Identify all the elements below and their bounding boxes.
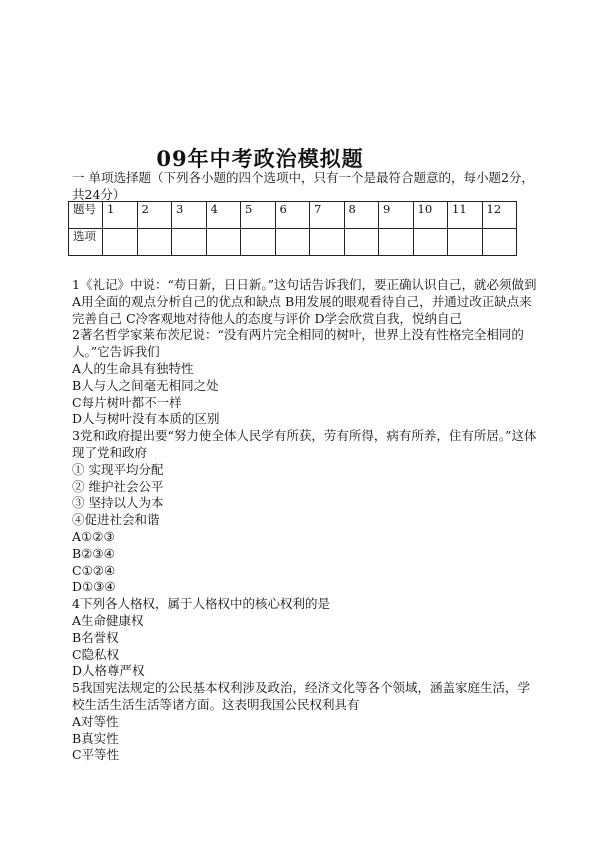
question-option: A人的生命具有独特性 [72, 360, 194, 376]
question-option: A用全面的观点分析自己的优点和缺点 B用发展的眼观看待自己，并通过改正缺点来完善自己 C冷客观地对待他人的态度与评价 D学会欣赏自我，悦纳自己 [72, 293, 532, 326]
answer-table-number-cell: 6 [275, 202, 310, 229]
answer-cell[interactable] [448, 229, 483, 256]
answer-cell[interactable] [206, 229, 241, 256]
question-option: ② 维护社会公平 [72, 478, 164, 494]
question-option: D人格尊严权 [72, 663, 145, 679]
answer-cell[interactable] [103, 229, 138, 256]
question-option: ④促进社会和谐 [72, 512, 160, 528]
question-option: B真实性 [72, 730, 119, 746]
question-stem: 2著名哲学家莱布茨尼说：“没有两片完全相同的树叶，世界上没有性格完全相同的人。”它告诉我们 [72, 327, 524, 360]
question-option: A对等性 [72, 713, 119, 729]
answer-table-option-row [69, 229, 517, 256]
answer-cell[interactable] [241, 229, 276, 256]
answer-table-row-label: 题号 [69, 202, 103, 229]
answer-cell[interactable] [379, 229, 414, 256]
question-stem: 5我国宪法规定的公民基本权利涉及政治，经济文化等各个领域，涵盖家庭生活，学校生活生活生活等诸方面。这表明我国公民权利具有 [72, 680, 530, 712]
answer-table-number-cell: 11 [448, 202, 483, 229]
answer-table-number-cell: 9 [379, 202, 414, 229]
answer-table-number-cell: 8 [344, 202, 379, 229]
question-stem: 4下列各人格权，属于人格权中的核心权利的是 [72, 596, 330, 612]
question-option: B名誉权 [72, 629, 119, 645]
section-heading: 一 单项选择题（下列各小题的四个选项中，只有一个是最符合题意的，每小题2分，共24分） [72, 170, 534, 202]
question-option: C每片树叶都不一样 [72, 394, 182, 410]
question-stem: 3党和政府提出要“努力使全体人民学有所获，劳有所得，病有所养，住有所居。”这体现了党和政府 [72, 428, 537, 460]
question-option: C平等性 [72, 747, 120, 763]
answer-cell[interactable] [344, 229, 379, 256]
question-option: D人与树叶没有本质的区别 [72, 411, 220, 427]
answer-table-row-label: 选项 [69, 229, 103, 256]
answer-table-number-cell: 3 [172, 202, 207, 229]
question-option: B人与人之间毫无相同之处 [72, 377, 219, 393]
answer-table-number-row [69, 202, 517, 229]
answer-cell[interactable] [482, 229, 517, 256]
question-option: C隐私权 [72, 646, 120, 662]
page-title: 09年中考政治模拟题 [156, 146, 364, 171]
question-option: ③ 坚持以人为本 [72, 495, 164, 511]
question-option: D①③④ [72, 579, 116, 595]
question-option: A生命健康权 [72, 612, 144, 628]
answer-table-number-cell: 10 [413, 202, 448, 229]
answer-cell[interactable] [275, 229, 310, 256]
answer-table-number-cell: 1 [103, 202, 138, 229]
answer-cell[interactable] [413, 229, 448, 256]
question-option: C①②④ [72, 562, 116, 578]
question-option: A①②③ [72, 528, 115, 544]
questions-body [72, 277, 542, 764]
answer-cell[interactable] [137, 229, 172, 256]
question-option: B②③④ [72, 545, 115, 561]
answer-table-number-cell: 12 [482, 202, 517, 229]
answer-cell[interactable] [310, 229, 345, 256]
question-stem: 1《礼记》中说：“苟日新，日日新。”这句话告诉我们，要正确认识自己，就必须做到 [72, 277, 537, 292]
answer-table-number-cell: 5 [241, 202, 276, 229]
answer-table-number-cell: 4 [206, 202, 241, 229]
answer-table [68, 201, 517, 256]
answer-cell[interactable] [172, 229, 207, 256]
answer-table-number-cell: 2 [137, 202, 172, 229]
answer-table-number-cell: 7 [310, 202, 345, 229]
question-option: ① 实现平均分配 [72, 461, 164, 477]
